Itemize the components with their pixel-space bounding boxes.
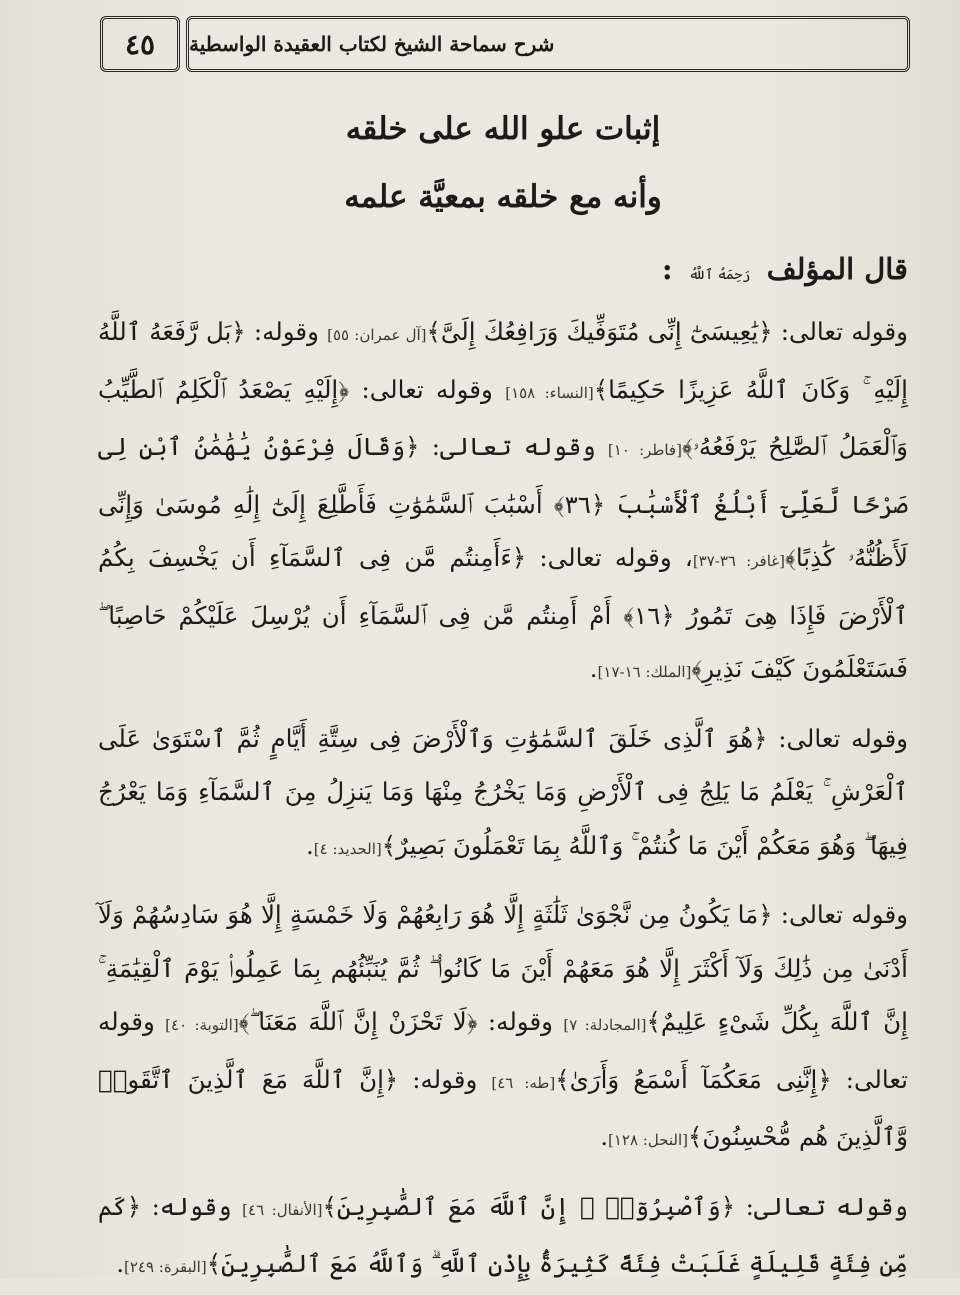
- paragraph: [98, 888, 908, 1168]
- verse-reference: [غافر: ٣٦-٣٧]: [692, 552, 785, 570]
- body-text: وقوله تعالى:: [772, 317, 908, 346]
- body-text: وقوله تعالى:: [98, 1007, 908, 1094]
- body-text: وقوله تعالى:: [735, 1191, 908, 1221]
- verse-reference: [الملك: ١٦-١٧]: [597, 663, 692, 681]
- chapter-heading-line-1: إثبات علو الله على خلقه: [345, 111, 661, 147]
- running-title-box: [186, 16, 910, 72]
- quran-verse: ﴿إِلَيْهِ يَصْعَدُ ٱلْكَلِمُ ٱلطَّيِّبُ وَٱلْعَمَلُ ٱلصَّٰلِحُ يَرْفَعُهُۥ﴾: [98, 374, 909, 461]
- body-text: وقوله:: [398, 1064, 492, 1094]
- paragraphs: [98, 305, 908, 1295]
- quran-verse: ﴿لَا تَحْزَنْ إِنَّ ٱللَّهَ مَعَنَا ۖ﴾: [238, 1007, 478, 1036]
- paragraph: [98, 712, 908, 877]
- body-text: ، وقوله تعالى:: [526, 543, 693, 572]
- verse-reference: [التوبة: ٤٠]: [165, 1016, 239, 1034]
- verse-reference: [النساء: ١٥٨]: [505, 383, 594, 402]
- body-text: وقوله تعالى:: [349, 374, 506, 404]
- quran-verse: ﴿ءَأَمِنتُم مَّن فِى ٱلسَّمَآءِ أَن يَخْسِفَ بِكُمُ ٱلْأَرْضَ فَإِذَا هِىَ تَمُورُ ﴿١٦﴾ أَمْ أَمِنتُم مَّن فِى ٱلسَّمَآءِ أَن يُرْسِلَ عَلَيْكُمْ حَاصِبًا ۖ فَسَتَعْلَمُونَ كَيْفَ نَذِيرِ﴾: [98, 543, 908, 683]
- verse-reference: [طه: ٤٦]: [491, 1073, 556, 1092]
- body-text: وقوله تعالى:: [767, 723, 908, 753]
- verse-reference: [آل عمران: ٥٥]: [327, 326, 427, 344]
- quran-verse: ﴿مَا يَكُونُ مِن نَّجْوَىٰ ثَلَٰثَةٍ إِلَّا هُوَ رَابِعُهُمْ وَلَا خَمْسَةٍ إِلَّا هُوَ سَادِسُهُمْ وَلَآ أَدْنَىٰ مِن ذَٰلِكَ وَلَآ أَكْثَرَ إِلَّا هُوَ مَعَهُمْ أَيْنَ مَا كَانُوا۟ ۖ ثُمَّ يُنَبِّئُهُم بِمَا عَمِلُوا۟ يَوْمَ ٱلْقِيَٰمَةِ ۚ إِنَّ ٱللَّهَ بِكُلِّ شَىْءٍ عَلِيمٌ﴾: [98, 900, 908, 1036]
- verse-reference: [البقرة: ٢٤٩]: [124, 1258, 207, 1276]
- quran-verse: ﴿بَل رَّفَعَهُ ٱللَّهُ إِلَيْهِ ۚ وَكَانَ ٱللَّهُ عَزِيزًا حَكِيمًا﴾: [98, 317, 908, 404]
- verse-reference: [المجادلة: ٧]: [563, 1016, 647, 1034]
- body-text: وقوله تعالى:: [419, 432, 608, 461]
- quran-verse: ﴿إِنَّنِى مَعَكُمَآ أَسْمَعُ وَأَرَىٰ﴾: [555, 1064, 832, 1094]
- quran-verse: ﴿وَٱصْبِرُوٓا۟ ۚ إِنَّ ٱللَّهَ مَعَ ٱلصَّٰبِرِينَ﴾: [322, 1191, 736, 1221]
- author-intro: [98, 239, 908, 305]
- body-text: .: [600, 1122, 608, 1151]
- author-colon: :: [661, 252, 673, 286]
- body-text: وقوله:: [141, 1191, 243, 1221]
- quran-verse: ﴿وَقَالَ فِرْعَوْنُ يَٰهَٰمَٰنُ ٱبْنِ لِى صَرْحًا لَّعَلِّىٓ أَبْلُغُ ٱلْأَسْبَٰبَ ﴿٣٦﴾ أَسْبَٰبَ ٱلسَّمَٰوَٰتِ فَأَطَّلِعَ إِلَىٰٓ إِلَٰهِ مُوسَىٰ وَإِنِّى لَأَظُنُّهُۥ كَٰذِبًا﴾: [98, 432, 908, 572]
- page-body: [98, 95, 908, 1295]
- page-number-box: [100, 16, 180, 72]
- paragraph: [98, 305, 908, 700]
- verse-reference: [الحديد: ٤]: [313, 839, 382, 858]
- page-header: [100, 14, 910, 70]
- body-text: .: [306, 830, 314, 860]
- verse-reference: [الأنفال: ٤٦]: [242, 1200, 323, 1219]
- verse-reference: [فاطر: ١٠]: [607, 441, 682, 459]
- quran-verse: ﴿هُوَ ٱلَّذِى خَلَقَ ٱلسَّمَٰوَٰتِ وَٱلْأَرْضَ فِى سِتَّةِ أَيَّامٍ ثُمَّ ٱسْتَوَىٰ عَلَى ٱلْعَرْشِ ۚ يَعْلَمُ مَا يَلِجُ فِى ٱلْأَرْضِ وَمَا يَخْرُجُ مِنْهَا وَمَا يَنزِلُ مِنَ ٱلسَّمَآءِ وَمَا يَعْرُجُ فِيهَا ۖ وَهُوَ مَعَكُمْ أَيْنَ مَا كُنتُمْ ۚ وَٱللَّهُ بِمَا تَعْمَلُونَ بَصِيرٌ﴾: [98, 723, 908, 860]
- body-text: .: [589, 654, 598, 683]
- body-text: وقوله تعالى:: [772, 900, 908, 929]
- chapter-heading-line-2: وأنه مع خلقه بمعيَّة علمه: [344, 179, 662, 215]
- body-text: وقوله:: [245, 317, 328, 346]
- quran-verse: ﴿يَٰعِيسَىٰٓ إِنِّى مُتَوَفِّيكَ وَرَافِعُكَ إِلَىَّ﴾: [426, 317, 773, 346]
- quran-verse: ﴿إِنَّ ٱللَّهَ مَعَ ٱلَّذِينَ ٱتَّقَوا۟ وَّٱلَّذِينَ هُم مُّحْسِنُونَ﴾: [98, 1064, 908, 1151]
- author-label: قال المؤلف: [766, 252, 908, 286]
- verse-reference: [النحل: ١٢٨]: [608, 1131, 689, 1149]
- running-title: شرح سماحة الشيخ لكتاب العقيدة الواسطية: [189, 32, 555, 56]
- page-number: ٤٥: [124, 27, 156, 61]
- body-text: وقوله:: [477, 1007, 564, 1036]
- quran-verse: ﴿كَم مِّن فِئَةٍ قَلِيلَةٍ غَلَبَتْ فِئَةً كَثِيرَةًۢ بِإِذْنِ ٱللَّهِ ۗ وَٱللَّهُ مَعَ ٱلصَّٰبِرِينَ﴾: [98, 1191, 908, 1278]
- body-text: .: [116, 1249, 124, 1278]
- paragraph: [98, 1180, 908, 1295]
- honorific: رَحِمَهُ ٱللَّهُ: [688, 267, 751, 283]
